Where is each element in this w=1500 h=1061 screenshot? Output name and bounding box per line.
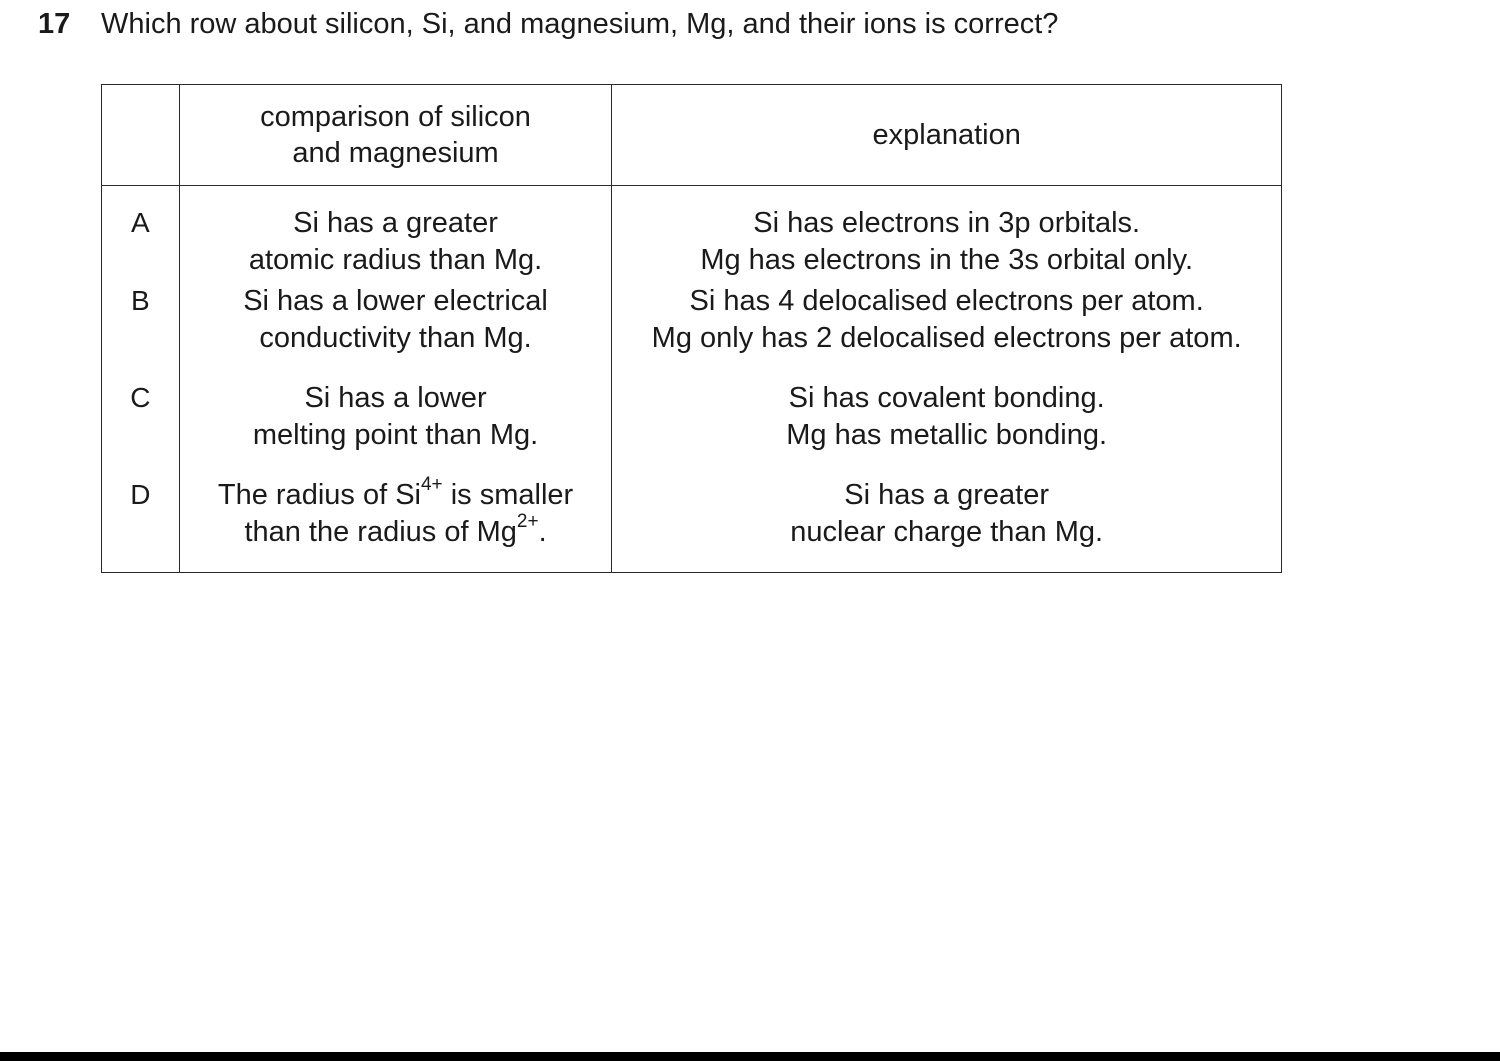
comparison-d-line-1-text: The radius of Si (217, 479, 421, 511)
comparison-cell-d (179, 474, 612, 573)
row-letter-a: A (102, 186, 180, 284)
header-letter-cell (102, 85, 180, 186)
question-number: 17 (38, 8, 71, 40)
table-row-c (102, 380, 1282, 477)
comparison-a-line-1: Si has a greater (293, 207, 498, 239)
comparison-d-line-2-rest: . (538, 515, 547, 548)
header-explanation: explanation (612, 85, 1282, 186)
magnesium-ion-charge: 2+ (516, 510, 539, 532)
explanation-cell-d (612, 477, 1282, 573)
comparison-d-line-1-rest: is smaller (442, 479, 574, 511)
explanation-c-line-2: Mg has metallic bonding. (786, 418, 1108, 451)
question-text: Which row about silicon, Si, and magnesium, Mg, and their ions is correct? (101, 8, 1059, 40)
comparison-d-line-1 (180, 474, 612, 514)
explanation-b-line-2: Mg only has 2 delocalised electrons per atom. (651, 321, 1242, 354)
explanation-cell-c (612, 380, 1282, 477)
table-row-d (102, 477, 1282, 573)
comparison-b-line-1: Si has a lower electrical (243, 285, 548, 317)
comparison-d-line-2 (180, 510, 612, 551)
comparison-cell-c (179, 380, 612, 477)
explanation-d-line-2: nuclear charge than Mg. (790, 515, 1104, 548)
silicon-ion-charge: 4+ (420, 474, 443, 496)
row-letter-c: C (102, 380, 180, 477)
table-row-a (102, 186, 1282, 284)
comparison-b-line-2: conductivity than Mg. (259, 321, 532, 354)
comparison-c-line-2: melting point than Mg. (252, 418, 539, 451)
explanation-a-line-2: Mg has electrons in the 3s orbital only. (700, 243, 1194, 276)
row-letter-d: D (102, 477, 180, 573)
explanation-d-line-1: Si has a greater (844, 479, 1050, 511)
explanation-c-line-1: Si has covalent bonding. (788, 382, 1105, 414)
explanation-a-line-1: Si has electrons in 3p orbitals. (753, 207, 1141, 239)
options-table (101, 84, 1282, 573)
comparison-cell-a (179, 186, 612, 284)
explanation-cell-b (612, 283, 1282, 380)
row-letter-b: B (102, 283, 180, 380)
table-row-b (102, 283, 1282, 380)
comparison-c-line-1: Si has a lower (304, 382, 487, 414)
table-header-row (102, 85, 1282, 186)
page-footer-bar (0, 1052, 1500, 1061)
header-comparison-line-2: and magnesium (292, 137, 499, 169)
explanation-b-line-1: Si has 4 delocalised electrons per atom. (689, 285, 1204, 317)
header-comparison (179, 85, 612, 186)
header-comparison-line-1: comparison of silicon (260, 100, 531, 133)
comparison-a-line-2: atomic radius than Mg. (248, 243, 543, 276)
explanation-cell-a (612, 186, 1282, 284)
comparison-cell-b (179, 283, 612, 380)
comparison-d-line-2-text: than the radius of Mg (244, 515, 517, 548)
